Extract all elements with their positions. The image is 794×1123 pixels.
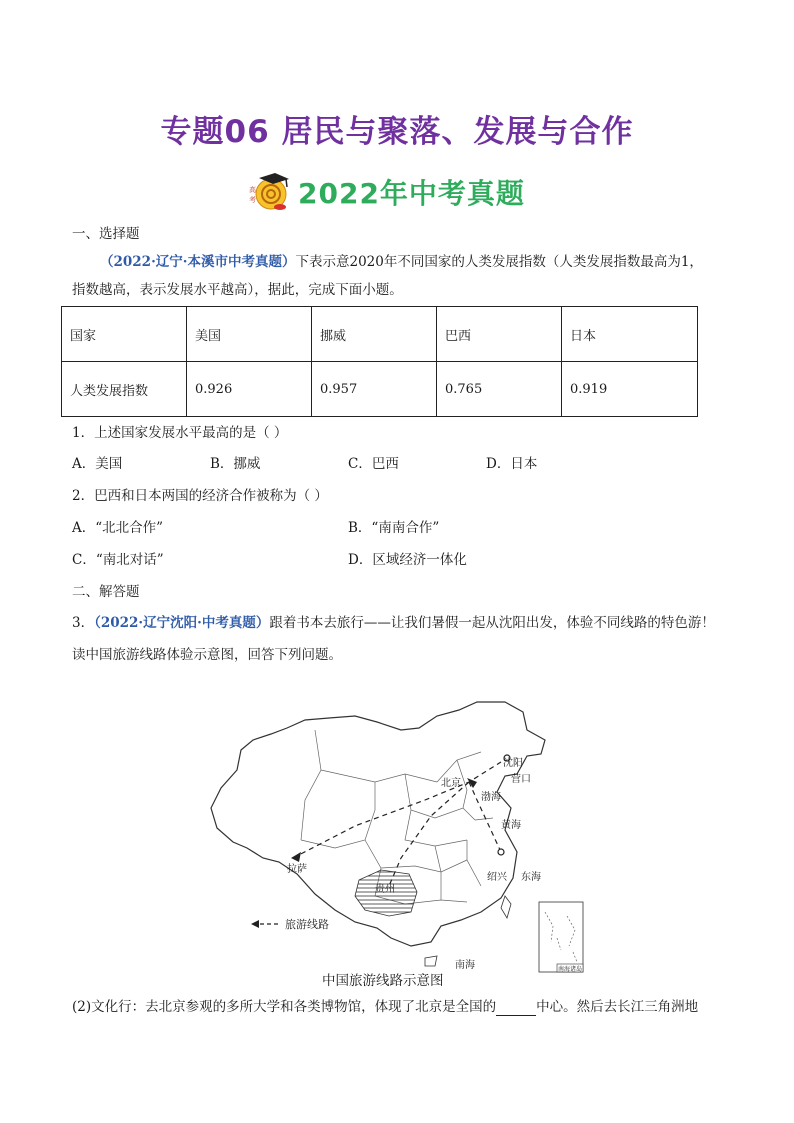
q2-option-d: D．区域经济一体化 bbox=[348, 552, 467, 568]
hainan-island bbox=[425, 956, 437, 966]
answer-blank[interactable] bbox=[496, 1001, 536, 1016]
section-heading-choice: 一、选择题 bbox=[72, 226, 140, 242]
q3-part2-text-before: (2)文化行：去北京参观的多所大学和各类博物馆，体现了北京是全国的 bbox=[72, 999, 497, 1015]
label-shaoxing: 绍兴 bbox=[487, 872, 507, 883]
q3-text-2: 读中国旅游线路体验示意图，回答下列问题。 bbox=[72, 647, 342, 663]
subtitle: 2022年中考真题 bbox=[298, 177, 525, 210]
table-cell: 人类发展指数 bbox=[62, 362, 187, 417]
section-heading-answer: 二、解答题 bbox=[72, 584, 140, 600]
label-bohai: 渤海 bbox=[481, 792, 501, 803]
taiwan-island bbox=[501, 896, 511, 918]
legend-label: 旅游线路 bbox=[285, 918, 329, 931]
label-lasa: 拉萨 bbox=[287, 864, 307, 875]
label-beijing: 北京 bbox=[441, 778, 461, 789]
intro-text-1: 下表示意2020年不同国家的人类发展指数（人类发展指数最高为1， bbox=[295, 254, 703, 270]
q2-option-b: B．“南南合作” bbox=[348, 520, 440, 536]
q3-text-1: 跟着书本去旅行——让我们暑假一起从沈阳出发，体验不同线路的特色游！ bbox=[269, 615, 715, 631]
q3-part2-text-after: 中心。然后去长江三角洲地 bbox=[536, 999, 699, 1015]
q1-option-c: C．巴西 bbox=[348, 456, 399, 472]
label-guizhou: 贵州 bbox=[375, 884, 395, 895]
shaoxing-marker bbox=[498, 849, 504, 855]
table-cell: 0.765 bbox=[437, 362, 562, 417]
q1-option-b: B．挪威 bbox=[210, 456, 261, 472]
svg-text:考: 考 bbox=[249, 196, 256, 204]
label-huanghai: 黄海 bbox=[501, 820, 521, 831]
table-cell: 美国 bbox=[187, 307, 312, 362]
label-nanhai: 南海 bbox=[455, 960, 475, 971]
hdi-table bbox=[61, 306, 698, 417]
table-cell: 0.957 bbox=[312, 362, 437, 417]
table-cell: 挪威 bbox=[312, 307, 437, 362]
inset-label: 南海诸岛 bbox=[558, 966, 583, 973]
table-cell: 日本 bbox=[562, 307, 698, 362]
table-cell: 0.926 bbox=[187, 362, 312, 417]
q1-stem: 1．上述国家发展水平最高的是（ ） bbox=[72, 425, 288, 441]
page-title: 专题06 居民与聚落、发展与合作 bbox=[160, 114, 634, 150]
lasa-marker bbox=[295, 856, 300, 861]
table-cell: 0.919 bbox=[562, 362, 698, 417]
q3-number: 3． bbox=[72, 615, 95, 631]
q2-option-c: C．“南北对话” bbox=[72, 552, 164, 568]
svg-text:高: 高 bbox=[249, 186, 256, 194]
intro-source: （2022·辽宁·本溪市中考真题） bbox=[100, 254, 296, 270]
q3-part2 bbox=[72, 998, 698, 1016]
q2-option-a: A．“北北合作” bbox=[72, 520, 164, 536]
q1-option-a: A．美国 bbox=[72, 456, 123, 472]
label-shenyang: 沈阳 bbox=[503, 758, 523, 769]
table-cell: 巴西 bbox=[437, 307, 562, 362]
q1-option-d: D．日本 bbox=[486, 456, 538, 472]
label-yingkou: 营口 bbox=[511, 774, 531, 785]
subtitle-row bbox=[246, 170, 525, 214]
q2-stem: 2．巴西和日本两国的经济合作被称为（ ） bbox=[72, 488, 328, 504]
q3-line-1 bbox=[72, 614, 715, 632]
intro-text-2: 指数越高，表示发展水平越高），据此，完成下面小题。 bbox=[72, 282, 403, 298]
table-cell: 国家 bbox=[62, 307, 187, 362]
legend-arrow-icon bbox=[251, 920, 259, 928]
map-caption: 中国旅游线路示意图 bbox=[322, 973, 444, 989]
label-donghai: 东海 bbox=[521, 872, 541, 883]
q3-source: （2022·辽宁沈阳·中考真题） bbox=[94, 615, 270, 631]
china-travel-route-map bbox=[205, 690, 595, 975]
mascot-logo-icon bbox=[246, 170, 292, 214]
table-row bbox=[62, 362, 698, 417]
table-row bbox=[62, 307, 698, 362]
intro-line-1 bbox=[100, 253, 703, 271]
